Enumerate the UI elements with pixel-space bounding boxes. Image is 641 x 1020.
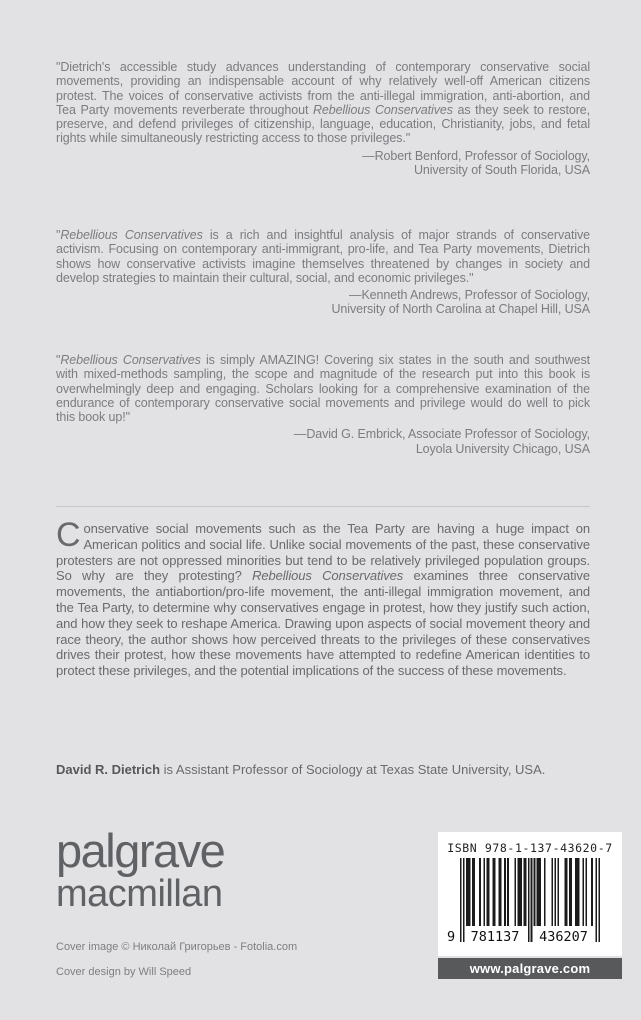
book-title-italic: Rebellious Conservatives — [252, 568, 404, 584]
book-description: Conservative social movements such as the Tea Party are having a huge impact on American politics and social life. Unlike social movements of the past, these conservative protesters are not oppressed minorities but tend to be relatively privileged population groups. So why are they protesting? Rebellious Conservatives examines three conservative movements, the antiabortion/pro-life movement, the anti-illegal immigration movement, and the Tea Party, to determine why conservatives engage in protest, how they justify such action, and how they seek to reshape America. Drawing upon aspects of social movement theory and race theory, the author shows how perceived threats to the privileges of these conservatives drives their protest, how these movements have attempted to redefine American identities to protect these privileges, and the potential implications of the success of these movements. — [56, 516, 590, 679]
quote-text: "Rebellious Conservatives is simply AMAZING! Covering six states in the south and southwest with mixed-methods sampling, the scope and magnitude of the research put into this book is overwhelmingly deep and engaging. Scholars looking for a comprehensive examination of the endurance of contemporary conservative social movements and privilege would do well to pick this book up!" — [56, 353, 591, 425]
quote-text: "Rebellious Conservatives is a rich and insightful analysis of major strands of conservative activism. Focusing on contemporary anti-immigrant, pro-life, and Tea Party movements, Dietrich shows how conservative activists imagine themselves threatened by changes in society and develop strategies to maintain their cultural, social, and economic privileges." — [56, 228, 590, 285]
palgrave-wordmark: palgrave — [56, 824, 225, 877]
quote-attribution: —Kenneth Andrews, Professor of Sociology, University of North Carolina at Chapel Hill, USA — [331, 288, 590, 317]
quote-text: "Dietrich's accessible study advances understanding of contemporary conservative social movements, providing an indispensable account of why relatively well-off American citizens protest. The voices of conservative activists from the anti-illegal immigration, anti-abortion, and Tea Party movements reverberate throughout Rebellious Conservatives as they seek to restore, preserve, and defend privileges of citizenship, language, education, Christianity, jobs, and fetal rights while simultaneously restricting access to those privileges." — [56, 60, 590, 146]
macmillan-wordmark: macmillan — [56, 873, 223, 915]
isbn-label: ISBN 978-1-137-43620-7 — [447, 841, 613, 855]
section-divider — [56, 506, 590, 507]
review-quote-1 — [56, 60, 590, 177]
cover-image-credit: Cover image © Николай Григорьев - Fotolia.com — [56, 941, 298, 953]
book-title-italic: Rebellious Conservatives — [60, 228, 203, 242]
author-bio: David R. Dietrich is Assistant Professor of Sociology at Texas State University, USA. — [56, 762, 546, 777]
quote-attribution: —Robert Benford, Professor of Sociology, University of South Florida, USA — [362, 148, 590, 178]
book-title-italic: Rebellious Conservatives — [60, 353, 201, 367]
barcode-digits-left: 781137 — [465, 930, 525, 944]
isbn-box — [438, 832, 622, 956]
drop-cap: C — [56, 516, 81, 554]
review-quote-2 — [56, 228, 590, 317]
cover-design-credit: Cover design by Will Speed — [56, 966, 192, 978]
author-name: David R. Dietrich — [56, 762, 161, 777]
quote-attribution: —David G. Embrick, Associate Professor of Sociology, Loyola University Chicago, USA — [293, 427, 590, 456]
review-quote-3 — [56, 353, 590, 456]
book-title-italic: Rebellious Conservatives — [312, 102, 453, 117]
website-url: www.palgrave.com — [469, 961, 591, 976]
barcode — [447, 858, 600, 945]
barcode-digit-lead: 9 — [447, 929, 456, 945]
barcode-digits-right: 436207 — [533, 930, 594, 944]
website-strip — [438, 958, 622, 979]
